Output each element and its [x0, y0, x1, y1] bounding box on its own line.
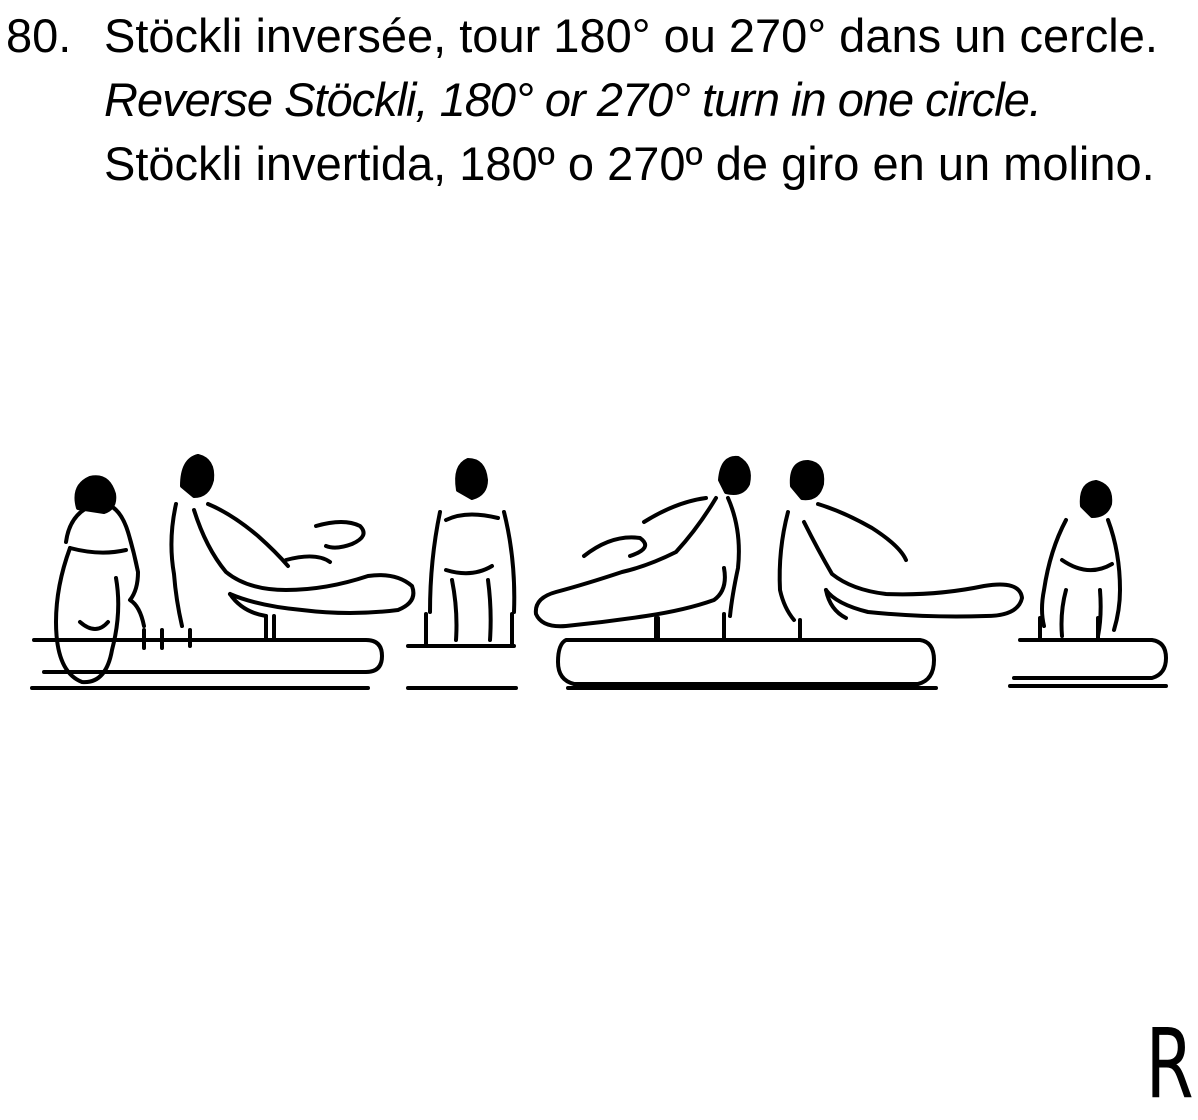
- difficulty-rating-letter: R: [1145, 1008, 1194, 1120]
- element-descriptions: [104, 4, 1190, 196]
- pommel-horse-icon: [26, 440, 1176, 710]
- description-english: Reverse Stöckli, 180° or 270° turn in one circle.: [104, 73, 1041, 126]
- element-number: 80.: [6, 9, 72, 62]
- description-spanish: Stöckli invertida, 180º o 270º de giro en un molino.: [104, 137, 1155, 190]
- element-entry: [6, 4, 1190, 196]
- gymnast-sequence-illustration: [26, 440, 1176, 710]
- description-french: Stöckli inversée, tour 180° ou 270° dans un cercle.: [104, 9, 1158, 62]
